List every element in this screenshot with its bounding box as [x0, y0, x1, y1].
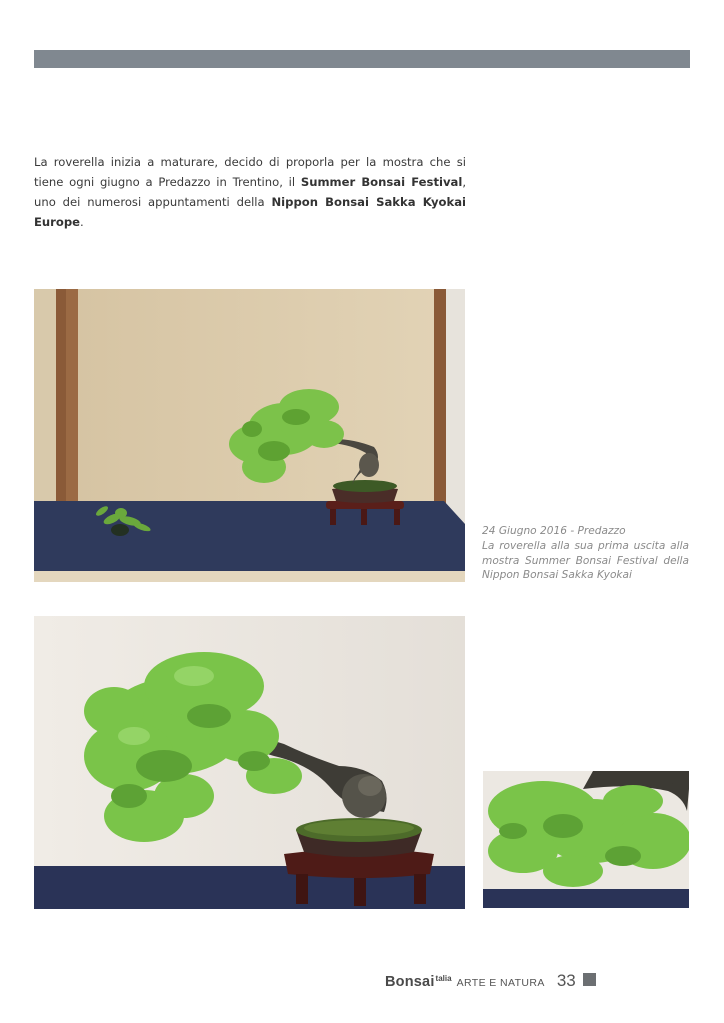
intro-text-3: . — [80, 215, 84, 229]
intro-bold-association: Nippon Bonsai Sakka Kyokai Europe — [34, 195, 467, 229]
photo-caption — [482, 524, 689, 583]
page-footer — [385, 971, 596, 995]
photo-bonsai-closeup — [34, 616, 465, 909]
photo-foliage-detail — [483, 771, 689, 908]
magazine-brand: Bonsai — [385, 974, 435, 990]
intro-text-1: La roverella inizia a maturare, decido di proporla per la mostra che si tiene ogni giugno a Predazzo in Trentino, il — [34, 155, 466, 189]
page-number: 33 — [556, 971, 576, 990]
caption-description: La roverella alla sua prima uscita alla mostra Summer Bonsai Festival della Nippon Bonsai Sakka Kyokai — [482, 539, 689, 582]
intro-text-2: , uno dei numerosi appuntamenti della — [34, 175, 466, 209]
photo-exhibition-display — [34, 289, 465, 582]
magazine-brand-suffix: talia — [435, 974, 452, 983]
intro-paragraph — [34, 152, 466, 232]
page-marker-square — [583, 973, 596, 986]
caption-date-place: 24 Giugno 2016 - Predazzo — [482, 525, 626, 537]
header-bar — [34, 50, 690, 68]
intro-bold-festival: Summer Bonsai Festival — [300, 175, 463, 189]
magazine-tagline: ARTE E NATURA — [456, 977, 545, 989]
